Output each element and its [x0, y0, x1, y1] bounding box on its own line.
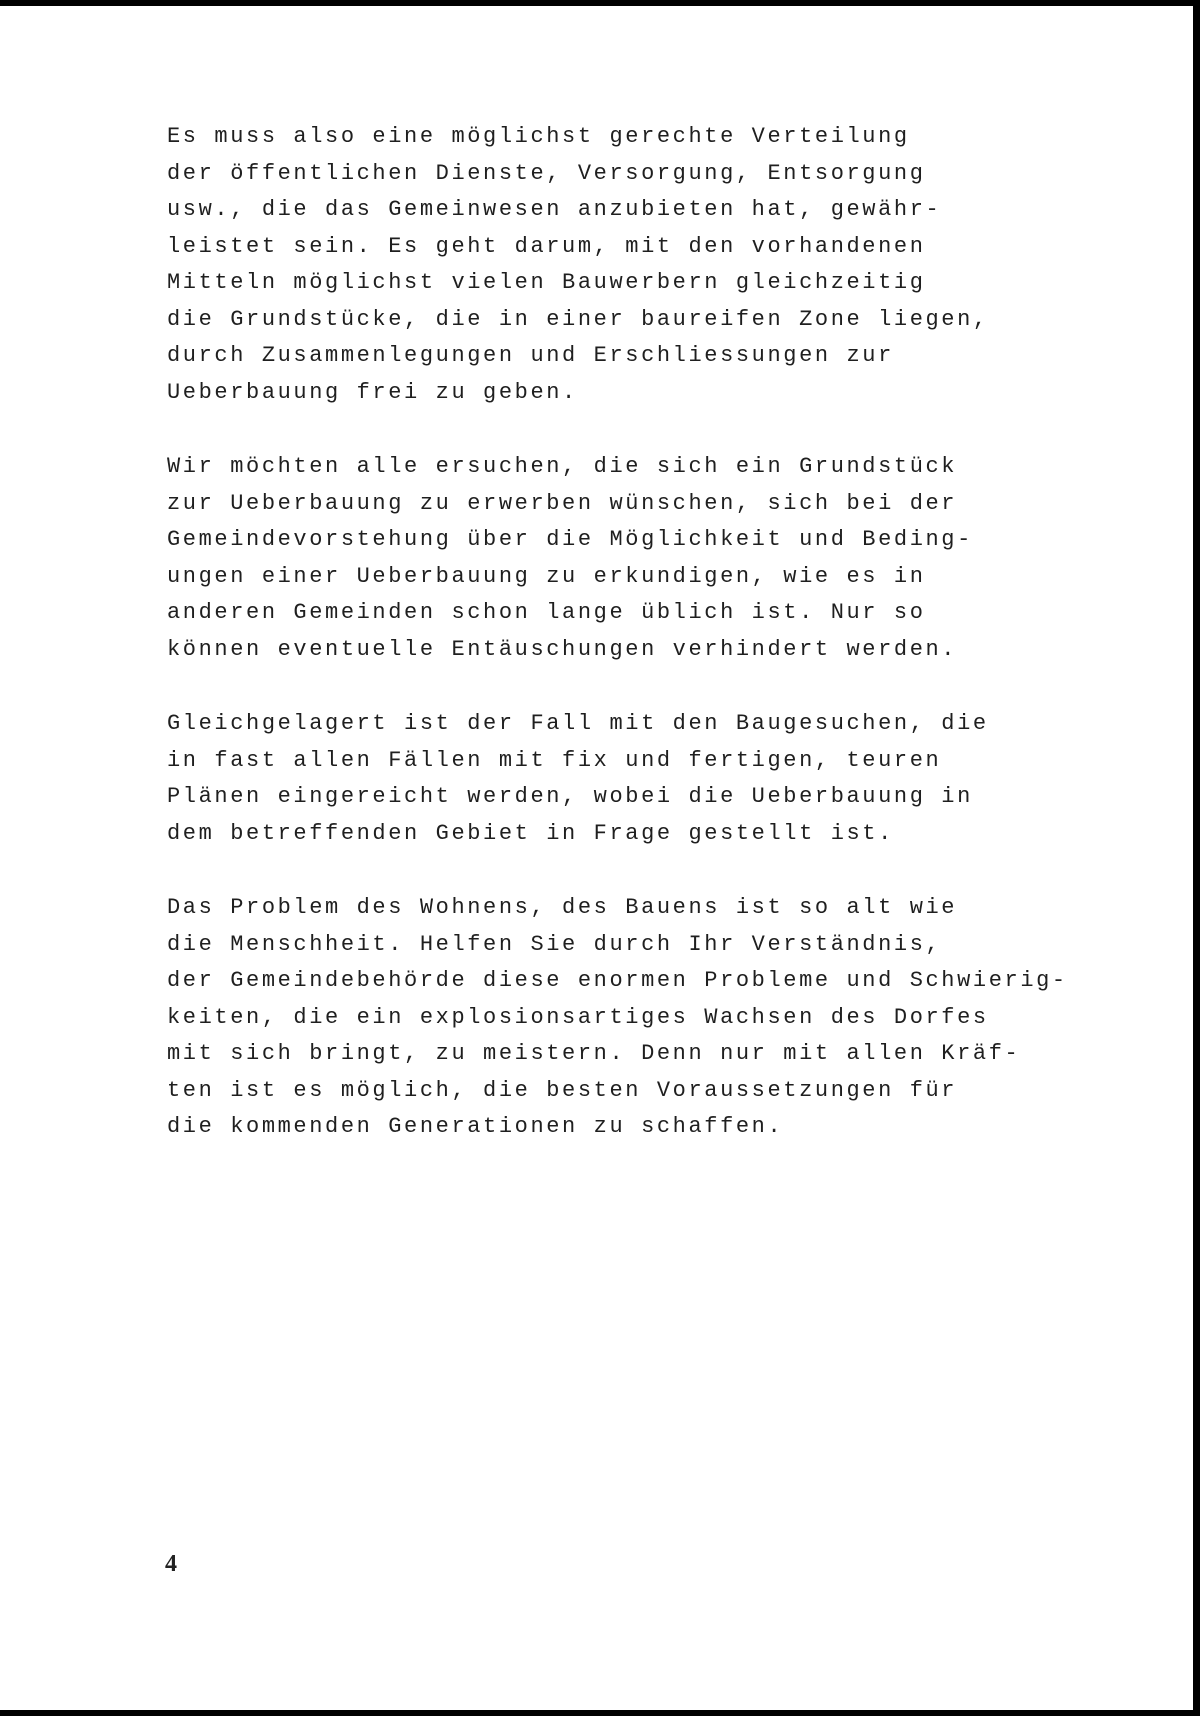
text-line: können eventuelle Entäuschungen verhindert werden.: [167, 636, 958, 662]
page-number: 4: [165, 1551, 177, 1577]
text-line: usw., die das Gemeinwesen anzubieten hat, gewähr-: [167, 197, 942, 222]
text-line: Gemeindevorstehung über die Möglichkeit und Beding-: [167, 527, 973, 552]
text-line: zur Ueberbauung zu erwerben wünschen, sich bei der: [167, 490, 958, 516]
text-line: anderen Gemeinden schon lange üblich ist. Nur so: [167, 600, 926, 625]
text-line: ten ist es möglich, die besten Voraussetzungen für: [167, 1077, 958, 1103]
text-line: Das Problem des Wohnens, des Bauens ist so alt wie: [167, 895, 958, 920]
paragraph-4: [167, 890, 1068, 1146]
text-line: mit sich bringt, zu meistern. Denn nur mit allen Kräf-: [167, 1041, 1021, 1066]
text-line: ungen einer Ueberbauung zu erkundigen, wie es in: [167, 563, 926, 589]
text-line: in fast allen Fällen mit fix und fertigen, teuren: [167, 747, 942, 773]
text-line: Plänen eingereicht werden, wobei die Ueberbauung in: [167, 784, 973, 809]
text-line: Wir möchten alle ersuchen, die sich ein Grundstück: [167, 454, 958, 479]
text-line: Ueberbauung frei zu geben.: [167, 379, 578, 405]
text-line: Mitteln möglichst vielen Bauwerbern gleichzeitig: [167, 270, 926, 295]
text-line: dem betreffenden Gebiet in Frage gestellt ist.: [167, 820, 894, 846]
text-line: Es muss also eine möglichst gerechte Verteilung: [167, 124, 910, 149]
text-line: Gleichgelagert ist der Fall mit den Baugesuchen, die: [167, 711, 989, 736]
text-line: der Gemeindebehörde diese enormen Probleme und Schwierig-: [167, 968, 1068, 993]
text-line: die Menschheit. Helfen Sie durch Ihr Verständnis,: [167, 931, 942, 957]
text-line: die kommenden Generationen zu schaffen.: [167, 1114, 784, 1139]
text-line: leistet sein. Es geht darum, mit den vorhandenen: [167, 233, 926, 259]
paragraph-1: [167, 119, 1047, 411]
text-line: keiten, die ein explosionsartiges Wachsen des Dorfes: [167, 1004, 989, 1030]
text-line: durch Zusammenlegungen und Erschliessungen zur: [167, 343, 894, 368]
text-line: der öffentlichen Dienste, Versorgung, Entsorgung: [167, 160, 926, 186]
paragraph-3: [167, 706, 1047, 852]
text-line: die Grundstücke, die in einer baureifen Zone liegen,: [167, 306, 989, 332]
body-text: [167, 119, 1068, 1184]
paragraph-2: [167, 449, 1047, 668]
